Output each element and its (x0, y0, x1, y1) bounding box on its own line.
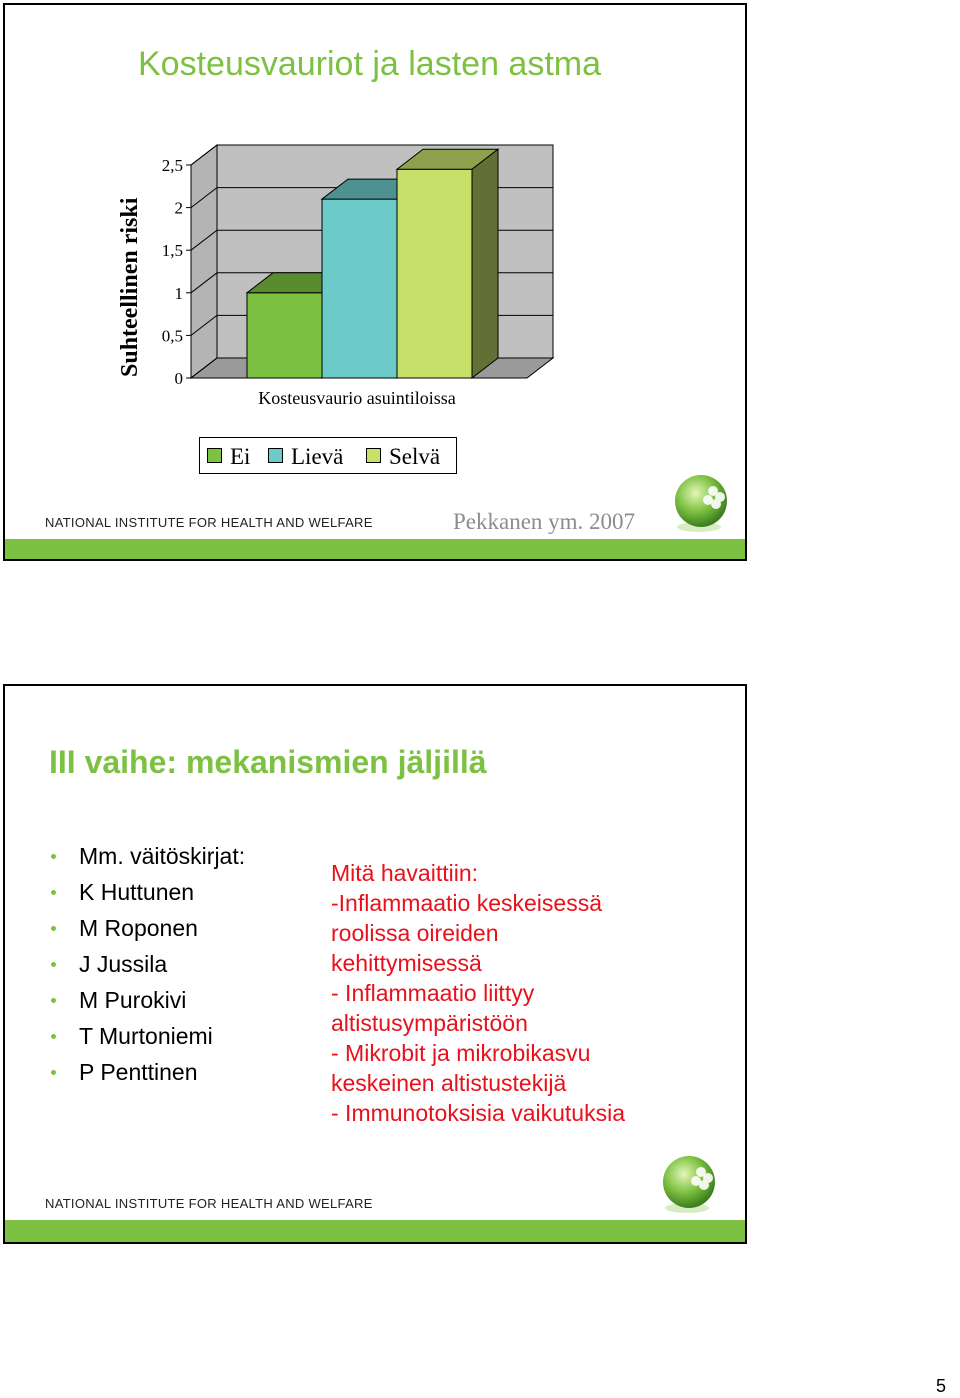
bullet-dot (51, 962, 56, 967)
bar-front-0 (247, 293, 322, 378)
findings-line: altistusympäristöön (331, 1010, 528, 1036)
footer-bar (5, 539, 745, 561)
chart-legend (199, 437, 457, 474)
page-number: 5 (935, 1376, 946, 1396)
slide-title: III vaihe: mekanismien jäljillä (49, 744, 487, 780)
findings-line: kehittymisessä (331, 950, 482, 976)
institute-name: NATIONAL INSTITUTE FOR HEALTH AND WELFARE (45, 1196, 373, 1211)
findings-text (331, 858, 661, 1128)
bullet-dot (51, 854, 56, 859)
bullet-text: Mm. väitöskirjat: (79, 843, 246, 869)
bullet-text: K Huttunen (79, 879, 195, 905)
slide-2 (3, 684, 747, 1244)
findings-line: keskeinen altistustekijä (331, 1070, 567, 1096)
y-tick-label: 1,5 (161, 241, 183, 261)
bullet-item (49, 1018, 245, 1054)
findings-line: - Immunotoksisia vaikutuksia (331, 1100, 625, 1126)
bullet-item (49, 838, 245, 874)
findings-line: -Inflammaatio keskeisessä (331, 890, 602, 916)
footer-bar (5, 1220, 745, 1242)
bar-chart (5, 5, 745, 425)
bullet-item (49, 874, 245, 910)
bar-front-1 (322, 199, 397, 378)
legend-swatch-selva (366, 448, 381, 463)
findings-line: roolissa oireiden (331, 920, 499, 946)
bullet-dot (51, 998, 56, 1003)
bullet-item (49, 910, 245, 946)
y-tick-label: 0,5 (161, 326, 183, 346)
institute-name: NATIONAL INSTITUTE FOR HEALTH AND WELFARE (45, 515, 373, 530)
thl-logo-orb (657, 1152, 721, 1216)
legend-label-lieva: Lievä (291, 444, 344, 469)
bullet-dot (51, 1034, 56, 1039)
bullet-text: P Penttinen (79, 1059, 198, 1085)
bullet-text: J Jussila (79, 951, 168, 977)
legend-swatch-lieva (268, 448, 283, 463)
y-axis-label: Suhteellinen riski (117, 197, 143, 377)
bullet-item (49, 982, 245, 1018)
bullet-dot (51, 926, 56, 931)
x-axis-label: Kosteusvaurio asuintiloissa (258, 388, 456, 408)
legend-swatch-ei (207, 448, 222, 463)
legend-label-selva: Selvä (389, 444, 441, 469)
bullet-text: T Murtoniemi (79, 1023, 213, 1049)
y-tick-label: 2 (174, 198, 183, 218)
bullet-dot (51, 1070, 56, 1075)
citation: Pekkanen ym. 2007 (453, 509, 636, 534)
thl-logo-orb (669, 471, 733, 535)
bullet-text: M Roponen (79, 915, 198, 941)
bar-side-2 (472, 149, 498, 378)
y-tick-label: 2,5 (161, 156, 183, 175)
chart-side-wall (191, 145, 217, 378)
bullet-item (49, 1054, 245, 1090)
y-tick-label: 0 (174, 369, 183, 388)
slide-title: Kosteusvauriot ja lasten astma (138, 45, 602, 83)
bullet-text: M Purokivi (79, 987, 187, 1013)
slide-1 (3, 3, 747, 561)
bullet-list (49, 838, 245, 1090)
bar-front-2 (397, 169, 472, 378)
bullet-dot (51, 890, 56, 895)
findings-line: Mitä havaittiin: (331, 860, 479, 886)
bullet-item (49, 946, 245, 982)
findings-line: - Inflammaatio liittyy (331, 980, 535, 1006)
legend-label-ei: Ei (230, 444, 251, 469)
y-tick-label: 1 (174, 283, 183, 303)
findings-line: - Mikrobit ja mikrobikasvu (331, 1040, 591, 1066)
